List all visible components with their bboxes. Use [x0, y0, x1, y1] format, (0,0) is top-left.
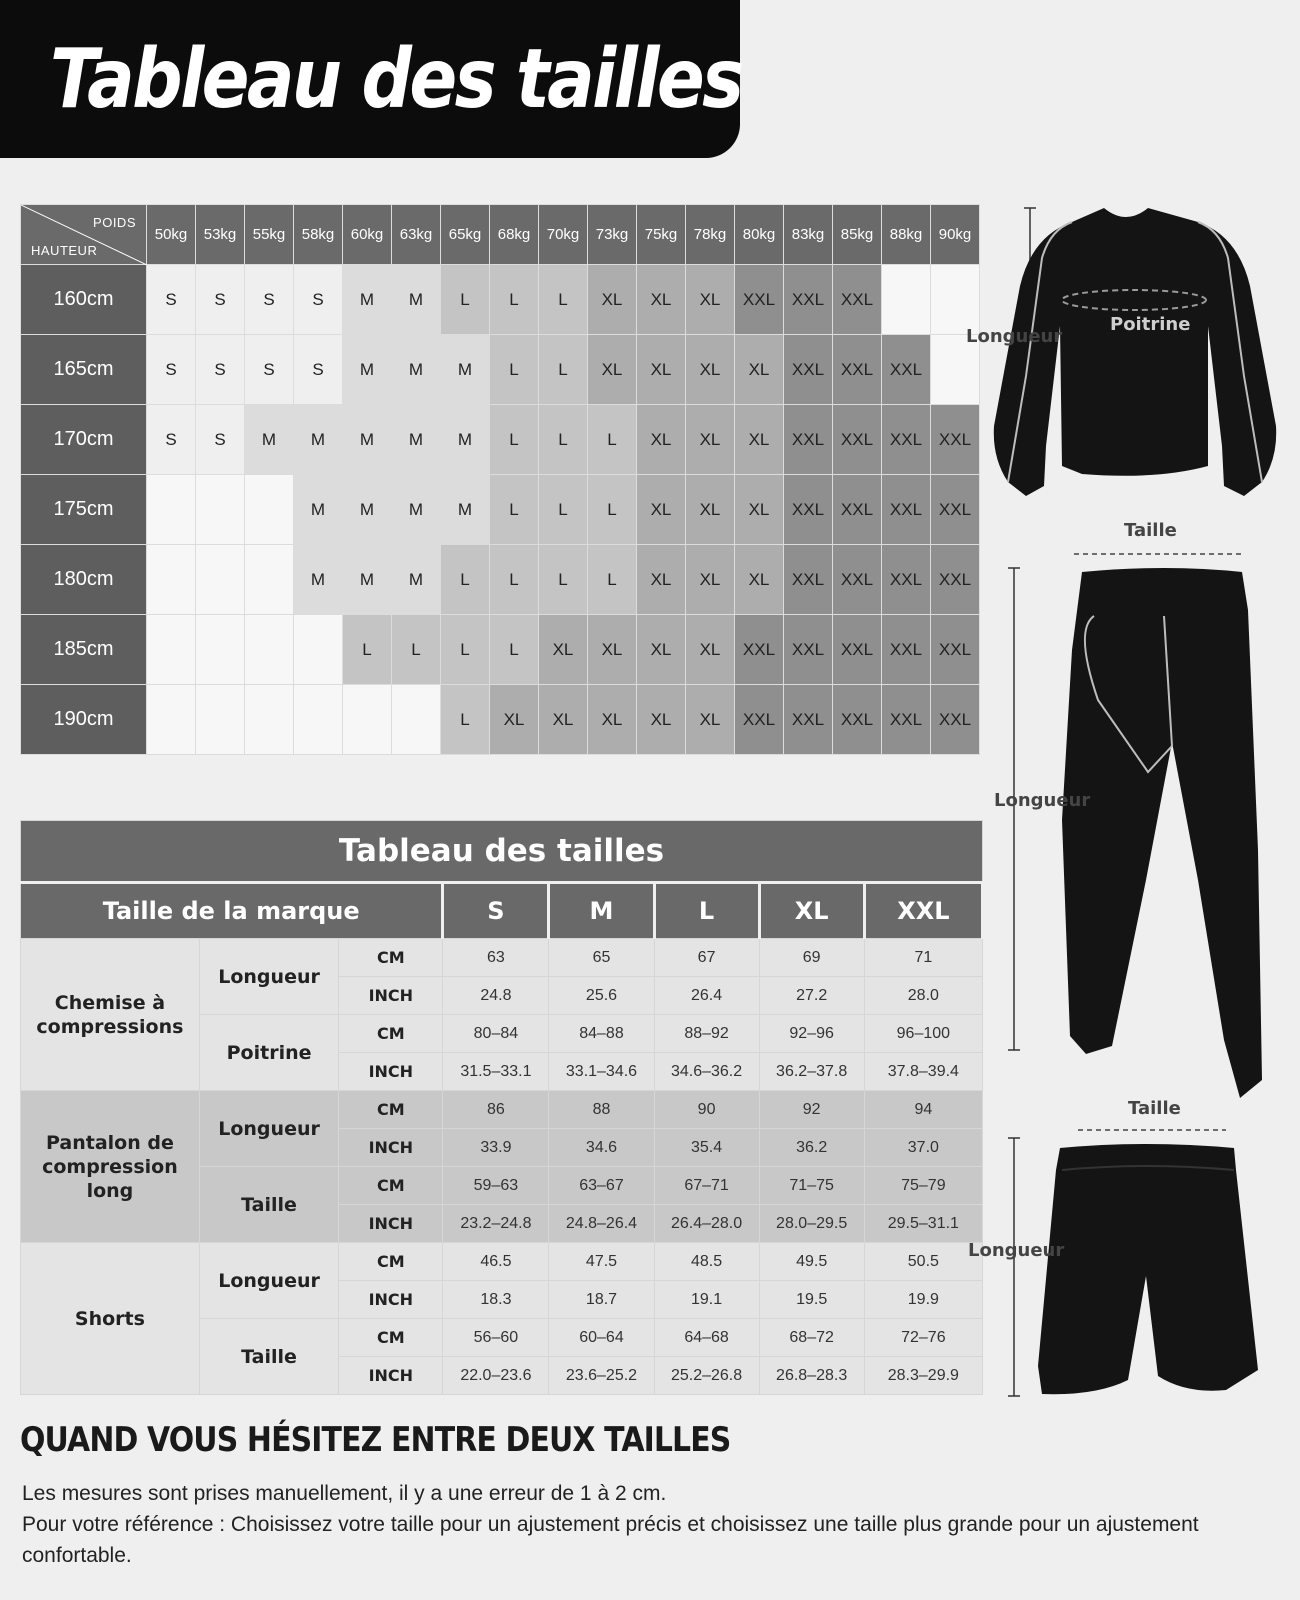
size-cell: XL: [588, 265, 637, 335]
pants-waist-label: Taille: [1124, 520, 1177, 541]
measurement-value: 92–96: [759, 1015, 864, 1053]
size-cell: XXL: [931, 685, 980, 755]
size-cell: XXL: [833, 405, 882, 475]
size-cell: XL: [735, 405, 784, 475]
measurement-value: 18.7: [549, 1281, 654, 1319]
weight-header-cell: 83kg: [784, 205, 833, 265]
size-cell: S: [147, 335, 196, 405]
size-cell: XXL: [735, 685, 784, 755]
weight-header-cell: 85kg: [833, 205, 882, 265]
measure-name: Longueur: [199, 1243, 338, 1319]
measurement-row: [21, 1091, 983, 1129]
height-label: 165cm: [21, 335, 147, 405]
size-cell: XL: [686, 685, 735, 755]
size-cell: L: [539, 545, 588, 615]
height-row: [21, 475, 980, 545]
measurement-value: 60–64: [549, 1319, 654, 1357]
advice-line-1: Les mesures sont prises manuellement, il y a une erreur de 1 à 2 cm.: [22, 1482, 667, 1505]
size-cell: M: [392, 405, 441, 475]
measurement-value: 71–75: [759, 1167, 864, 1205]
size-cell: S: [147, 265, 196, 335]
size-cell: XXL: [833, 615, 882, 685]
size-cell: M: [392, 475, 441, 545]
measurement-value: 46.5: [443, 1243, 549, 1281]
size-cell: M: [441, 335, 490, 405]
measure-name: Taille: [199, 1167, 338, 1243]
unit-label: CM: [339, 939, 443, 977]
weight-header-cell: 78kg: [686, 205, 735, 265]
size-cell: XXL: [931, 545, 980, 615]
shirt-chest-label: Poitrine: [1110, 314, 1191, 335]
measurement-value: 36.2: [759, 1129, 864, 1167]
size-cell: XXL: [833, 475, 882, 545]
size-cell: XXL: [784, 685, 833, 755]
measurement-value: 28.0: [864, 977, 982, 1015]
size-cell: XL: [686, 335, 735, 405]
product-name: Chemise à compressions: [21, 939, 200, 1091]
measurement-value: 36.2–37.8: [759, 1053, 864, 1091]
shirt-length-label: Longueur: [966, 326, 1063, 347]
size-cell: [245, 475, 294, 545]
measure-name: Poitrine: [199, 1015, 338, 1091]
height-row: [21, 545, 980, 615]
size-cell: XXL: [833, 545, 882, 615]
size-cell: XXL: [931, 615, 980, 685]
size-cell: XL: [539, 685, 588, 755]
weight-header-cell: 65kg: [441, 205, 490, 265]
size-cell: XXL: [735, 265, 784, 335]
size-cell: [343, 685, 392, 755]
size-cell: XL: [735, 475, 784, 545]
size-cell: XL: [686, 475, 735, 545]
measurement-value: 72–76: [864, 1319, 982, 1357]
measurement-value: 19.1: [654, 1281, 759, 1319]
size-cell: XL: [686, 405, 735, 475]
size-cell: XL: [686, 265, 735, 335]
size-cell: L: [490, 265, 539, 335]
size-cell: XL: [637, 405, 686, 475]
pants-length-label: Longueur: [994, 790, 1091, 811]
unit-label: CM: [339, 1319, 443, 1357]
measurement-value: 26.4–28.0: [654, 1205, 759, 1243]
size-cell: XXL: [931, 405, 980, 475]
measurement-value: 28.3–29.9: [864, 1357, 982, 1395]
shorts-waist-label: Taille: [1128, 1098, 1181, 1119]
size-cell: L: [490, 405, 539, 475]
weight-header-cell: 75kg: [637, 205, 686, 265]
measurement-value: 22.0–23.6: [443, 1357, 549, 1395]
height-row: [21, 615, 980, 685]
measurement-value: 29.5–31.1: [864, 1205, 982, 1243]
size-cell: L: [441, 265, 490, 335]
measurement-value: 71: [864, 939, 982, 977]
size-cell: M: [294, 545, 343, 615]
size-cell: XXL: [882, 545, 931, 615]
size-cell: XXL: [833, 685, 882, 755]
measurement-value: 67: [654, 939, 759, 977]
weight-header-cell: 53kg: [196, 205, 245, 265]
size-cell: M: [343, 265, 392, 335]
weight-header-cell: 63kg: [392, 205, 441, 265]
size-cell: XXL: [784, 405, 833, 475]
measurement-value: 75–79: [864, 1167, 982, 1205]
size-cell: XL: [686, 545, 735, 615]
height-row: [21, 405, 980, 475]
measurement-value: 28.0–29.5: [759, 1205, 864, 1243]
size-cell: XL: [686, 615, 735, 685]
advice-line-2: Pour votre référence : Choisissez votre taille pour un ajustement précis et choisissez une taille plus grande pour un ajustement confortable.: [22, 1513, 1199, 1567]
height-label: 185cm: [21, 615, 147, 685]
size-cell: L: [490, 475, 539, 545]
page-title: Tableau des tailles: [50, 32, 742, 127]
measurement-value: 27.2: [759, 977, 864, 1015]
measurement-value: 37.8–39.4: [864, 1053, 982, 1091]
measurement-value: 50.5: [864, 1243, 982, 1281]
size-cell: [196, 475, 245, 545]
size-cell: XXL: [882, 335, 931, 405]
weight-header-cell: 88kg: [882, 205, 931, 265]
product-name: Shorts: [21, 1243, 200, 1395]
size-cell: XXL: [784, 265, 833, 335]
measurement-value: 84–88: [549, 1015, 654, 1053]
measurement-value: 34.6–36.2: [654, 1053, 759, 1091]
size-cell: L: [539, 405, 588, 475]
measurement-value: 49.5: [759, 1243, 864, 1281]
height-row: [21, 335, 980, 405]
weight-header-cell: 58kg: [294, 205, 343, 265]
size-cell: L: [441, 615, 490, 685]
height-label: 175cm: [21, 475, 147, 545]
size-cell: M: [392, 545, 441, 615]
size-cell: XL: [735, 545, 784, 615]
size-cell: M: [343, 405, 392, 475]
measurement-value: 23.6–25.2: [549, 1357, 654, 1395]
size-cell: L: [490, 615, 539, 685]
measurement-value: 90: [654, 1091, 759, 1129]
unit-label: CM: [339, 1167, 443, 1205]
measurement-value: 25.6: [549, 977, 654, 1015]
height-row: [21, 685, 980, 755]
measurement-value: 47.5: [549, 1243, 654, 1281]
measurement-value: 48.5: [654, 1243, 759, 1281]
weight-header-cell: 50kg: [147, 205, 196, 265]
weight-header-cell: 68kg: [490, 205, 539, 265]
height-label: 190cm: [21, 685, 147, 755]
size-cell: S: [196, 265, 245, 335]
measurement-value: 63: [443, 939, 549, 977]
measurement-value: 19.9: [864, 1281, 982, 1319]
size-cell: XXL: [882, 615, 931, 685]
measurement-value: 26.4: [654, 977, 759, 1015]
size-cell: XXL: [882, 475, 931, 545]
size-cell: XXL: [784, 545, 833, 615]
measurement-value: 86: [443, 1091, 549, 1129]
size-column-header: XL: [759, 883, 864, 939]
measurement-value: 69: [759, 939, 864, 977]
measurement-value: 37.0: [864, 1129, 982, 1167]
size-cell: M: [294, 475, 343, 545]
measure-name: Longueur: [199, 939, 338, 1015]
size-cell: L: [490, 335, 539, 405]
size-cell: S: [196, 405, 245, 475]
measurement-value: 88: [549, 1091, 654, 1129]
size-cell: S: [147, 405, 196, 475]
size-cell: S: [245, 265, 294, 335]
size-cell: L: [539, 265, 588, 335]
size-cell: XXL: [833, 335, 882, 405]
size-cell: [196, 615, 245, 685]
size-cell: M: [245, 405, 294, 475]
unit-label: INCH: [339, 977, 443, 1015]
size-cell: [245, 615, 294, 685]
title-banner: [0, 0, 740, 158]
measurement-value: 31.5–33.1: [443, 1053, 549, 1091]
size-cell: S: [245, 335, 294, 405]
weight-header-cell: 80kg: [735, 205, 784, 265]
size-cell: L: [588, 545, 637, 615]
size-cell: M: [343, 545, 392, 615]
size-cell: XL: [588, 615, 637, 685]
measurement-value: 23.2–24.8: [443, 1205, 549, 1243]
size-cell: [147, 545, 196, 615]
size-column-header: M: [549, 883, 654, 939]
weight-header-cell: 55kg: [245, 205, 294, 265]
size-cell: XXL: [784, 615, 833, 685]
pants-figure: [986, 520, 1286, 1100]
measurement-value: 34.6: [549, 1129, 654, 1167]
measurement-value: 33.9: [443, 1129, 549, 1167]
size-cell: [245, 545, 294, 615]
measurement-value: 59–63: [443, 1167, 549, 1205]
measurement-value: 80–84: [443, 1015, 549, 1053]
weight-header-row: [21, 205, 980, 265]
size-cell: S: [294, 335, 343, 405]
unit-label: INCH: [339, 1129, 443, 1167]
weight-axis-label: POIDS: [93, 215, 136, 230]
height-row: [21, 265, 980, 335]
size-cell: [882, 265, 931, 335]
measurement-value: 19.5: [759, 1281, 864, 1319]
measurement-value: 18.3: [443, 1281, 549, 1319]
size-cell: XL: [637, 545, 686, 615]
measurement-row: [21, 1243, 983, 1281]
size-cell: XL: [588, 685, 637, 755]
height-label: 180cm: [21, 545, 147, 615]
measurement-value: 26.8–28.3: [759, 1357, 864, 1395]
unit-label: CM: [339, 1243, 443, 1281]
weight-header-cell: 73kg: [588, 205, 637, 265]
size-cell: XL: [735, 335, 784, 405]
product-name: Pantalon de compression long: [21, 1091, 200, 1243]
size-cell: XXL: [784, 475, 833, 545]
size-cell: XL: [637, 615, 686, 685]
unit-label: INCH: [339, 1205, 443, 1243]
size-cell: XXL: [882, 685, 931, 755]
size-cell: L: [588, 475, 637, 545]
height-axis-label: HAUTEUR: [31, 243, 98, 258]
size-cell: XXL: [735, 615, 784, 685]
measure-name: Taille: [199, 1319, 338, 1395]
size-cell: [147, 475, 196, 545]
size-cell: [294, 685, 343, 755]
measurement-value: 92: [759, 1091, 864, 1129]
measurement-value: 88–92: [654, 1015, 759, 1053]
measurement-value: 63–67: [549, 1167, 654, 1205]
size-cell: L: [490, 545, 539, 615]
size-cell: [245, 685, 294, 755]
size-cell: XXL: [784, 335, 833, 405]
size-cell: XL: [637, 265, 686, 335]
size-cell: [196, 685, 245, 755]
measurement-row: [21, 939, 983, 977]
size-cell: M: [343, 475, 392, 545]
size-column-header: S: [443, 883, 549, 939]
size-cell: [147, 615, 196, 685]
weight-header-cell: 60kg: [343, 205, 392, 265]
height-label: 160cm: [21, 265, 147, 335]
size-cell: [931, 265, 980, 335]
size-column-header: L: [654, 883, 759, 939]
size-cell: XL: [490, 685, 539, 755]
size-cell: [294, 615, 343, 685]
measure-name: Longueur: [199, 1091, 338, 1167]
size-cell: L: [539, 335, 588, 405]
height-weight-size-matrix: [20, 204, 980, 755]
size-cell: M: [294, 405, 343, 475]
size-cell: L: [392, 615, 441, 685]
measurements-table: [20, 820, 984, 1395]
size-cell: [392, 685, 441, 755]
weight-header-cell: 70kg: [539, 205, 588, 265]
advice-heading: QUAND VOUS HÉSITEZ ENTRE DEUX TAILLES: [20, 1420, 731, 1460]
unit-label: CM: [339, 1015, 443, 1053]
brand-size-header: Taille de la marque: [21, 883, 443, 939]
measurement-value: 68–72: [759, 1319, 864, 1357]
size-cell: [196, 545, 245, 615]
height-label: 170cm: [21, 405, 147, 475]
size-cell: XXL: [882, 405, 931, 475]
size-cell: M: [441, 475, 490, 545]
size-cell: M: [343, 335, 392, 405]
measurement-value: 65: [549, 939, 654, 977]
unit-label: CM: [339, 1091, 443, 1129]
size-cell: L: [588, 405, 637, 475]
size-cell: XL: [637, 685, 686, 755]
size-cell: XXL: [833, 265, 882, 335]
measurement-value: 67–71: [654, 1167, 759, 1205]
measurement-value: 56–60: [443, 1319, 549, 1357]
size-cell: M: [392, 335, 441, 405]
advice-text: [22, 1478, 1222, 1571]
measurement-value: 24.8–26.4: [549, 1205, 654, 1243]
measurement-value: 24.8: [443, 977, 549, 1015]
size-cell: L: [343, 615, 392, 685]
size-cell: L: [441, 545, 490, 615]
measurement-value: 64–68: [654, 1319, 759, 1357]
size-cell: [147, 685, 196, 755]
unit-label: INCH: [339, 1357, 443, 1395]
size-cell: XL: [588, 335, 637, 405]
matrix-corner-cell: [21, 205, 147, 265]
shorts-figure: [968, 1098, 1286, 1400]
measurement-value: 33.1–34.6: [549, 1053, 654, 1091]
size-cell: S: [294, 265, 343, 335]
size-cell: M: [392, 265, 441, 335]
unit-label: INCH: [339, 1281, 443, 1319]
size-cell: L: [441, 685, 490, 755]
size-cell: S: [196, 335, 245, 405]
weight-header-cell: 90kg: [931, 205, 980, 265]
measurement-value: 35.4: [654, 1129, 759, 1167]
measurement-value: 96–100: [864, 1015, 982, 1053]
unit-label: INCH: [339, 1053, 443, 1091]
shorts-length-label: Longueur: [968, 1240, 1065, 1261]
size-column-header: XXL: [864, 883, 982, 939]
measurement-value: 25.2–26.8: [654, 1357, 759, 1395]
size-cell: M: [441, 405, 490, 475]
measurements-title: Tableau des tailles: [21, 821, 983, 883]
size-cell: XXL: [931, 475, 980, 545]
shirt-figure: [966, 196, 1286, 496]
measurement-value: 94: [864, 1091, 982, 1129]
size-cell: XL: [637, 475, 686, 545]
size-cell: XL: [637, 335, 686, 405]
size-cell: XL: [539, 615, 588, 685]
size-cell: L: [539, 475, 588, 545]
